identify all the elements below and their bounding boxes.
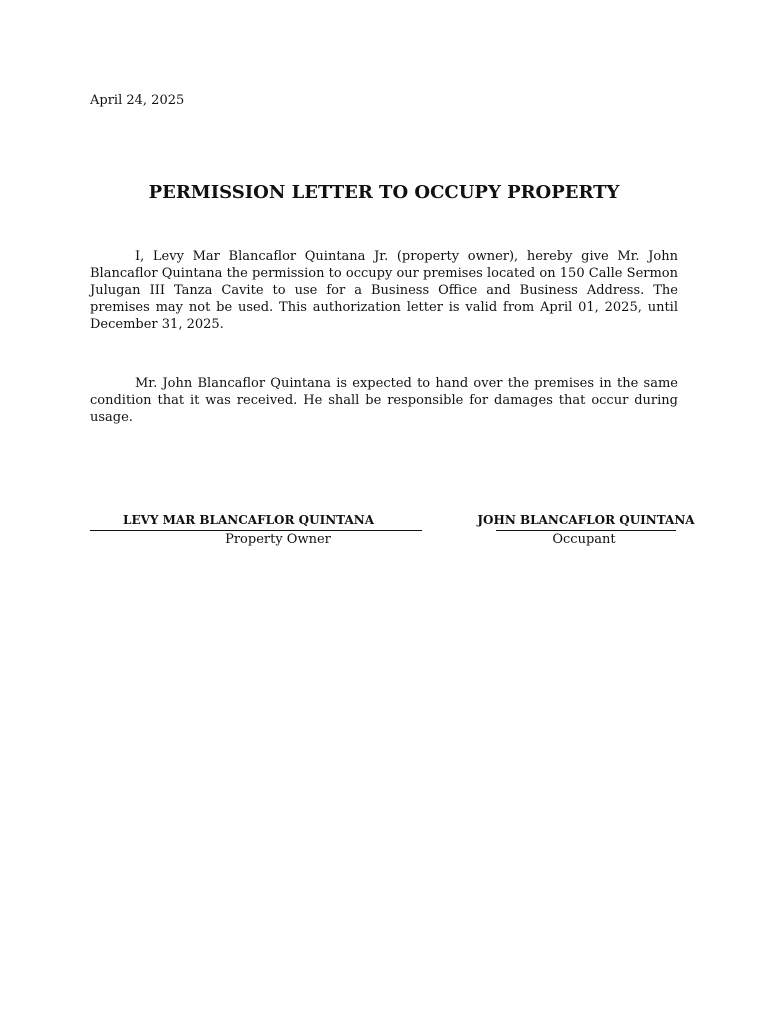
responsibility-paragraph: Mr. John Blancaflor Quintana is expected to hand over the premises in the same condition that it was received. He shall be responsible for damages that occur during usage. [90, 376, 678, 425]
occupant-role: Occupant [552, 532, 616, 547]
occupant-signature-block [470, 512, 702, 548]
owner-signature-block [90, 512, 422, 548]
owner-role: Property Owner [225, 532, 331, 547]
letter-date: April 24, 2025 [90, 93, 185, 108]
permission-paragraph: I, Levy Mar Blancaflor Quintana Jr. (property owner), hereby give Mr. John Blancaflor Quintana the permission to occupy our premises located on 150 Calle Sermon Julugan III Tanza Cavite to use for a Business Office and Business Address. The premises may not be used. This authorization letter is valid from April 01, 2025, until December 31, 2025. [90, 249, 678, 332]
occupant-name: JOHN BLANCAFLOR QUINTANA [477, 513, 695, 527]
letter-title: PERMISSION LETTER TO OCCUPY PROPERTY [148, 182, 620, 203]
owner-name: LEVY MAR BLANCAFLOR QUINTANA [90, 512, 422, 531]
